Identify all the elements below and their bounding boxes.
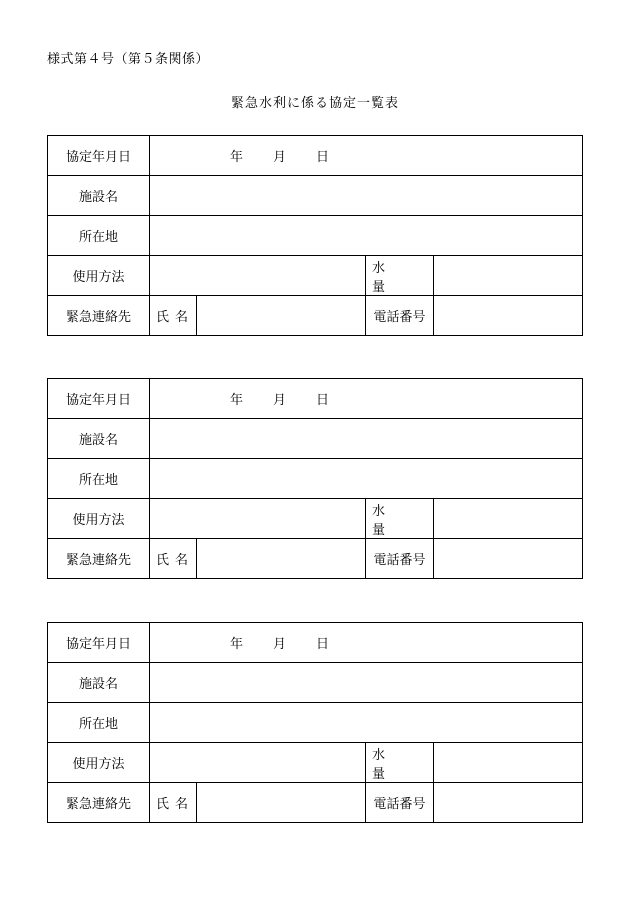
contact-row	[48, 296, 583, 336]
day-label: 日	[316, 393, 330, 408]
contact-row	[48, 783, 583, 823]
month-label: 月	[273, 150, 287, 165]
water-volume-label: 水量	[366, 743, 434, 783]
facility-name-label: 施設名	[48, 663, 150, 703]
phone-number-field[interactable]	[434, 539, 583, 579]
usage-method-field[interactable]	[150, 256, 366, 296]
agreement-table	[47, 135, 583, 336]
usage-method-field[interactable]	[150, 743, 366, 783]
agreement-table	[47, 378, 583, 579]
agreement-date-row	[48, 379, 583, 419]
person-name-label: 氏名	[150, 783, 197, 823]
agreement-date-field[interactable]	[150, 136, 583, 176]
year-label: 年	[230, 393, 244, 408]
water-volume-field[interactable]	[434, 256, 583, 296]
location-label: 所在地	[48, 703, 150, 743]
location-field[interactable]	[150, 216, 583, 256]
year-label: 年	[230, 637, 244, 652]
phone-number-label: 電話番号	[366, 783, 434, 823]
facility-name-field[interactable]	[150, 176, 583, 216]
usage-method-label: 使用方法	[48, 743, 150, 783]
contact-row	[48, 539, 583, 579]
agreement-date-label: 協定年月日	[48, 623, 150, 663]
facility-name-field[interactable]	[150, 419, 583, 459]
water-volume-field[interactable]	[434, 499, 583, 539]
day-label: 日	[316, 637, 330, 652]
location-field[interactable]	[150, 703, 583, 743]
person-name-label: 氏名	[150, 296, 197, 336]
facility-name-row	[48, 663, 583, 703]
month-label: 月	[273, 393, 287, 408]
location-row	[48, 459, 583, 499]
emergency-contact-label: 緊急連絡先	[48, 783, 150, 823]
agreement-date-field[interactable]	[150, 623, 583, 663]
water-volume-field[interactable]	[434, 743, 583, 783]
agreement-date-label: 協定年月日	[48, 136, 150, 176]
location-row	[48, 216, 583, 256]
location-row	[48, 703, 583, 743]
agreement-table	[47, 622, 583, 823]
agreement-date-row	[48, 623, 583, 663]
usage-row	[48, 499, 583, 539]
agreement-date-row	[48, 136, 583, 176]
agreement-date-label: 協定年月日	[48, 379, 150, 419]
emergency-contact-label: 緊急連絡先	[48, 539, 150, 579]
document-title: 緊急水利に係る協定一覧表	[230, 96, 399, 111]
usage-method-label: 使用方法	[48, 256, 150, 296]
phone-number-label: 電話番号	[366, 296, 434, 336]
phone-number-field[interactable]	[434, 783, 583, 823]
phone-number-label: 電話番号	[366, 539, 434, 579]
form-number: 様式第４号（第５条関係）	[47, 52, 210, 67]
water-volume-label: 水量	[366, 256, 434, 296]
location-label: 所在地	[48, 459, 150, 499]
facility-name-field[interactable]	[150, 663, 583, 703]
month-label: 月	[273, 637, 287, 652]
year-label: 年	[230, 150, 244, 165]
emergency-contact-label: 緊急連絡先	[48, 296, 150, 336]
phone-number-field[interactable]	[434, 296, 583, 336]
usage-method-label: 使用方法	[48, 499, 150, 539]
contact-name-field[interactable]	[197, 783, 366, 823]
location-label: 所在地	[48, 216, 150, 256]
person-name-label: 氏名	[150, 539, 197, 579]
contact-name-field[interactable]	[197, 296, 366, 336]
contact-name-field[interactable]	[197, 539, 366, 579]
facility-name-row	[48, 419, 583, 459]
facility-name-label: 施設名	[48, 176, 150, 216]
usage-row	[48, 743, 583, 783]
facility-name-label: 施設名	[48, 419, 150, 459]
usage-method-field[interactable]	[150, 499, 366, 539]
location-field[interactable]	[150, 459, 583, 499]
water-volume-label: 水量	[366, 499, 434, 539]
agreement-date-field[interactable]	[150, 379, 583, 419]
usage-row	[48, 256, 583, 296]
day-label: 日	[316, 150, 330, 165]
facility-name-row	[48, 176, 583, 216]
